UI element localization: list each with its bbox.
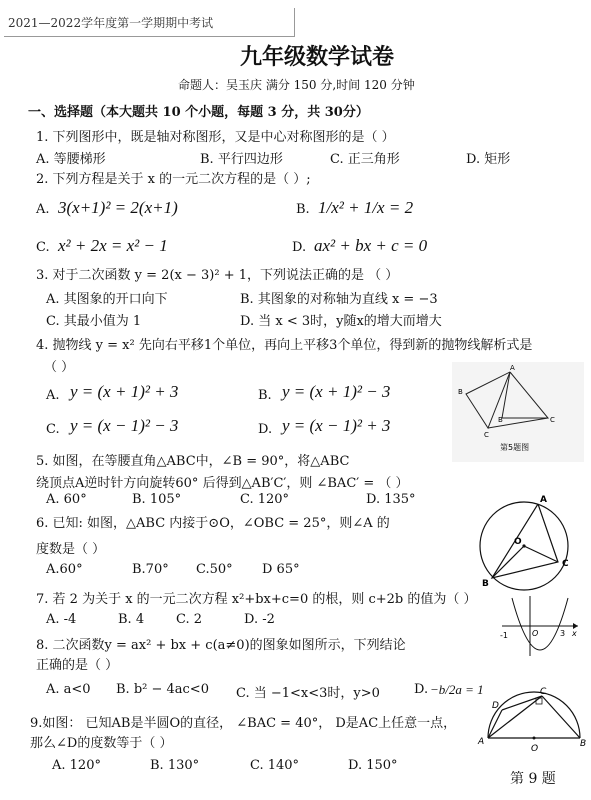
fig9-label-d: D	[492, 701, 499, 711]
fig5-label-b-prime: B	[458, 388, 463, 396]
q4-option-a: y = (x + 1)² + 3	[70, 382, 179, 401]
q6-stem-line2: 度数是（ ）	[36, 542, 106, 557]
q7-option-c: C. 2	[176, 612, 203, 627]
q5-option-b: B. 105°	[132, 492, 182, 507]
section-heading: 一、选择题（本大题共 10 个小题，每题 3 分，共 30分）	[28, 105, 369, 120]
q8-option-c: C. 当 −1<x<3时，y>0	[236, 686, 380, 701]
exam-meta: 命题人：吴玉庆 满分 150 分,时间 120 分钟	[178, 78, 415, 92]
q5-stem-line2: 绕顶点A逆时针方向旋转60° 后得到△AB′C′，则 ∠BAC′ = （ ）	[36, 476, 409, 491]
fig5-caption: 第5题图	[500, 443, 530, 452]
figure-q6-circle	[468, 492, 586, 592]
q4-option-d: y = (x − 1)² + 3	[282, 416, 391, 435]
q1-option-c: C. 正三角形	[330, 152, 400, 167]
fig9-label-c: C	[540, 687, 547, 697]
q9-stem-line1: 9.如图： 已知AB是半圆O的直径， ∠BAC = 40°， D是AC上任意一点，	[30, 716, 457, 731]
q7-stem: 7. 若 2 为关于 x 的一元二次方程 x²+bx+c=0 的根，则 c+2b 的值为（ ）	[36, 592, 477, 607]
q5-option-c: C. 120°	[240, 492, 290, 507]
q4-option-c: y = (x − 1)² − 3	[70, 416, 179, 435]
fig8-label-minus1: -1	[500, 631, 508, 640]
q4-option-b: y = (x + 1)² − 3	[282, 382, 391, 401]
q8-stem-line2: 正确的是（ ）	[36, 658, 119, 673]
q8-option-d: −b/2a = 1	[430, 682, 484, 697]
q2-option-d-label: D.	[292, 240, 307, 255]
figure-q8-parabola	[500, 592, 580, 658]
figure-q5	[452, 362, 584, 462]
q7-option-a: A. -4	[46, 612, 77, 627]
q2-stem: 2. 下列方程是关于 x 的一元二次方程的是（ ）;	[36, 172, 311, 187]
q3-stem: 3. 对于二次函数 y = 2(x − 3)² + 1，下列说法正确的是 （ ）	[36, 268, 399, 283]
fig5-label-c: C	[550, 416, 555, 424]
q9-option-b: B. 130°	[150, 758, 200, 773]
q2-option-c-label: C.	[36, 240, 50, 255]
q3-option-b: B. 其图象的对称轴为直线 x = −3	[240, 292, 438, 307]
fig5-label-c-prime: C	[484, 431, 489, 439]
fig6-label-o: O	[514, 537, 522, 547]
q4-option-d-label: D.	[258, 422, 273, 437]
q9-option-c: C. 140°	[250, 758, 300, 773]
q9-caption: 第 9 题	[510, 771, 556, 787]
fig6-label-b: B	[482, 579, 489, 589]
fig5-label-b: B	[498, 416, 503, 424]
fig5-label-a: A	[510, 364, 515, 372]
q2-option-c: x² + 2x = x² − 1	[58, 236, 168, 255]
q8-option-d-label: D.	[414, 682, 429, 697]
q8-stem-line1: 8. 二次函数y = ax² + bx + c(a≠0)的图象如图所示，下列结论	[36, 638, 406, 653]
fig9-label-a: A	[478, 737, 485, 747]
q6-stem-line1: 6. 已知: 如图，△ABC 内接于⊙O，∠OBC = 25°，则∠A 的	[36, 516, 390, 531]
q8-option-a: A. a<0	[46, 682, 91, 697]
figure-q9-semicircle	[476, 684, 588, 754]
q7-option-d: D. -2	[244, 612, 275, 627]
fig8-label-3: 3	[560, 629, 566, 638]
q1-option-b: B. 平行四边形	[200, 152, 283, 167]
q1-option-d: D. 矩形	[466, 152, 511, 167]
fig9-label-b: B	[580, 739, 587, 749]
q4-stem-line1: 4. 抛物线 y = x² 先向右平移1个单位，再向上平移3个单位，得到新的抛物线解析式是	[36, 338, 533, 353]
q6-option-a: A.60°	[46, 562, 83, 577]
q2-option-a: 3(x+1)² = 2(x+1)	[58, 198, 178, 217]
q3-option-d: D. 当 x < 3时，y随x的增大而增大	[240, 314, 442, 329]
fig8-label-o: O	[532, 629, 539, 638]
q3-option-c: C. 其最小值为 1	[46, 314, 142, 329]
q4-stem-line2: （ ）	[44, 360, 75, 375]
fig6-label-a: A	[540, 495, 547, 505]
page-title: 九年级数学试卷	[240, 44, 395, 70]
q2-option-d: ax² + bx + c = 0	[314, 236, 428, 255]
q9-stem-line2: 那么∠D的度数等于（ ）	[30, 736, 173, 751]
q6-option-c: C.50°	[196, 562, 233, 577]
q9-option-d: D. 150°	[348, 758, 398, 773]
q3-option-a: A. 其图象的开口向下	[46, 292, 168, 307]
q9-option-a: A. 120°	[52, 758, 101, 773]
q1-stem: 1. 下列图形中，既是轴对称图形，又是中心对称图形的是（ ）	[36, 130, 395, 145]
q2-option-b-label: B.	[296, 202, 310, 217]
fig8-label-x: x	[572, 629, 577, 638]
q1-option-a: A. 等腰梯形	[36, 152, 106, 167]
q5-stem-line1: 5. 如图，在等腰直角△ABC中，∠B = 90°，将△ABC	[36, 454, 350, 469]
q4-option-b-label: B.	[258, 388, 272, 403]
fig6-label-c: C	[562, 559, 569, 569]
q5-option-a: A. 60°	[46, 492, 87, 507]
q2-option-b: 1/x² + 1/x = 2	[318, 198, 414, 217]
q6-option-b: B.70°	[132, 562, 169, 577]
q4-option-c-label: C.	[46, 422, 60, 437]
q4-option-a-label: A.	[46, 388, 60, 403]
q7-option-b: B. 4	[118, 612, 145, 627]
q8-option-b: B. b² − 4ac<0	[116, 682, 209, 697]
q2-option-a-label: A.	[36, 202, 50, 217]
fig9-label-o: O	[531, 744, 539, 754]
q5-option-d: D. 135°	[366, 492, 416, 507]
exam-header-label: 2021—2022学年度第一学期期中考试	[8, 16, 214, 30]
q6-option-d: D 65°	[262, 562, 300, 577]
